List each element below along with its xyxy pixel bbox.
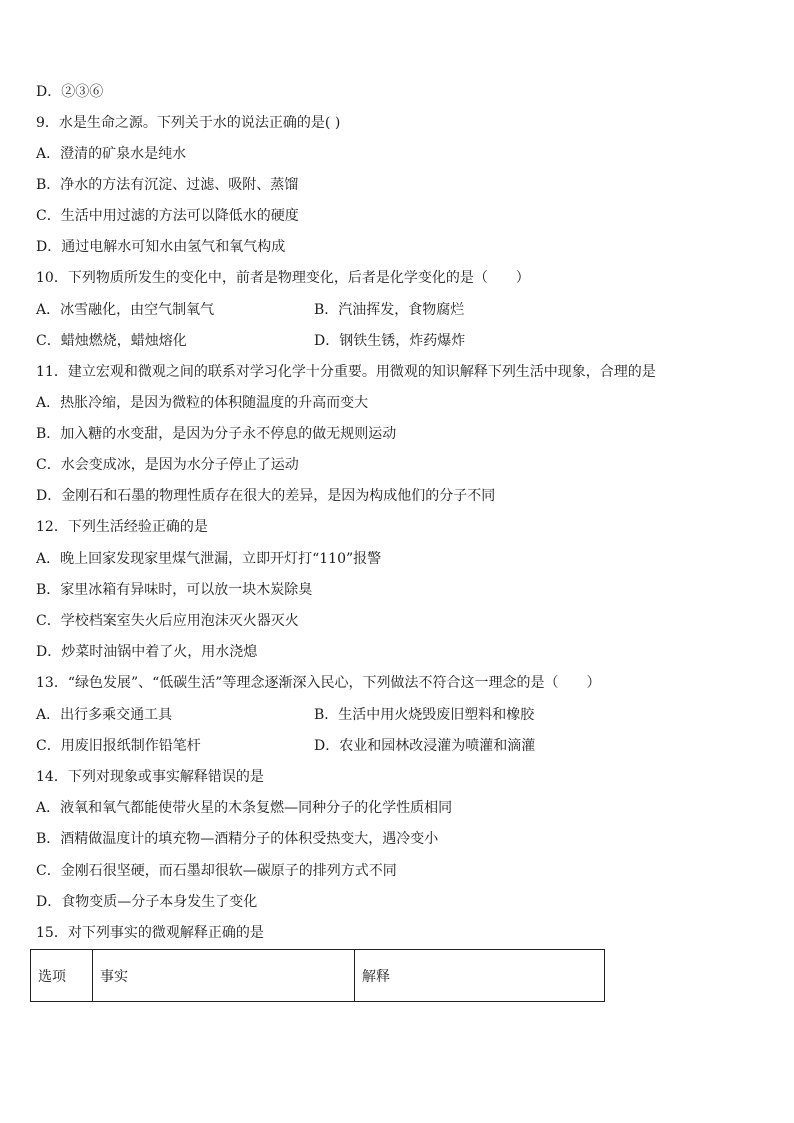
q14-option-a: A．液氧和氧气都能使带火星的木条复燃—同种分子的化学性质相同 <box>36 800 453 816</box>
question-14: 14．下列对现象或事实解释错误的是 <box>36 769 264 785</box>
q14-option-b: B．酒精做温度计的填充物—酒精分子的体积受热变大，遇冷变小 <box>36 831 439 847</box>
question-11: 11．建立宏观和微观之间的联系对学习化学十分重要。用微观的知识解释下列生活中现象，合理的是 <box>36 364 656 380</box>
q9-option-c: C．生活中用过滤的方法可以降低水的硬度 <box>36 208 299 224</box>
q12-option-a: A．晚上回家发现家里煤气泄漏，立即开灯打“110”报警 <box>36 551 382 567</box>
q13-option-c: C．用废旧报纸制作铅笔杆 <box>36 738 201 754</box>
question-9: 9．水是生命之源。下列关于水的说法正确的是( ) <box>36 115 341 131</box>
q11-option-c: C．水会变成冰，是因为水分子停止了运动 <box>36 457 299 473</box>
q9-option-a: A．澄清的矿泉水是纯水 <box>36 146 187 162</box>
q11-option-d: D．金刚石和石墨的物理性质存在很大的差异，是因为构成他们的分子不同 <box>36 488 496 504</box>
question-15: 15．对下列事实的微观解释正确的是 <box>36 925 264 941</box>
q8-option-d: D．②③⑥ <box>36 84 104 100</box>
question-13: 13．“绿色发展”、“低碳生活”等理念逐渐深入民心，下列做法不符合这一理念的是（ ） <box>36 675 601 691</box>
q11-option-b: B．加入糖的水变甜，是因为分子永不停息的做无规则运动 <box>36 426 397 442</box>
header-explanation: 解释 <box>355 950 605 1002</box>
question-12: 12．下列生活经验正确的是 <box>36 519 208 535</box>
table-header-row <box>31 950 605 1002</box>
q10-option-b: B．汽油挥发，食物腐烂 <box>314 302 465 318</box>
q12-option-c: C．学校档案室失火后应用泡沫灭火器灭火 <box>36 613 299 629</box>
q13-option-b: B．生活中用火烧毁废旧塑料和橡胶 <box>314 707 535 723</box>
q14-option-c: C．金刚石很坚硬，而石墨却很软—碳原子的排列方式不同 <box>36 863 397 879</box>
q11-option-a: A．热胀冷缩，是因为微粒的体积随温度的升高而变大 <box>36 395 369 411</box>
header-option: 选项 <box>31 950 93 1002</box>
q10-option-c: C．蜡烛燃烧，蜡烛熔化 <box>36 333 187 349</box>
answer-table <box>30 949 605 1002</box>
q13-option-a: A．出行多乘交通工具 <box>36 707 173 723</box>
q13-option-d: D．农业和园林改浸灌为喷灌和滴灌 <box>314 738 536 754</box>
q12-option-d: D．炒菜时油锅中着了火，用水浇熄 <box>36 644 258 660</box>
q10-option-d: D．钢铁生锈，炸药爆炸 <box>314 333 466 349</box>
q14-option-d: D．食物变质—分子本身发生了变化 <box>36 894 258 910</box>
q12-option-b: B．家里冰箱有异味时，可以放一块木炭除臭 <box>36 582 313 598</box>
header-fact: 事实 <box>93 950 355 1002</box>
question-10: 10．下列物质所发生的变化中，前者是物理变化，后者是化学变化的是（ ） <box>36 270 530 286</box>
q9-option-d: D．通过电解水可知水由氢气和氧气构成 <box>36 239 286 255</box>
q9-option-b: B．净水的方法有沉淀、过滤、吸附、蒸馏 <box>36 177 299 193</box>
q10-option-a: A．冰雪融化，由空气制氧气 <box>36 302 215 318</box>
